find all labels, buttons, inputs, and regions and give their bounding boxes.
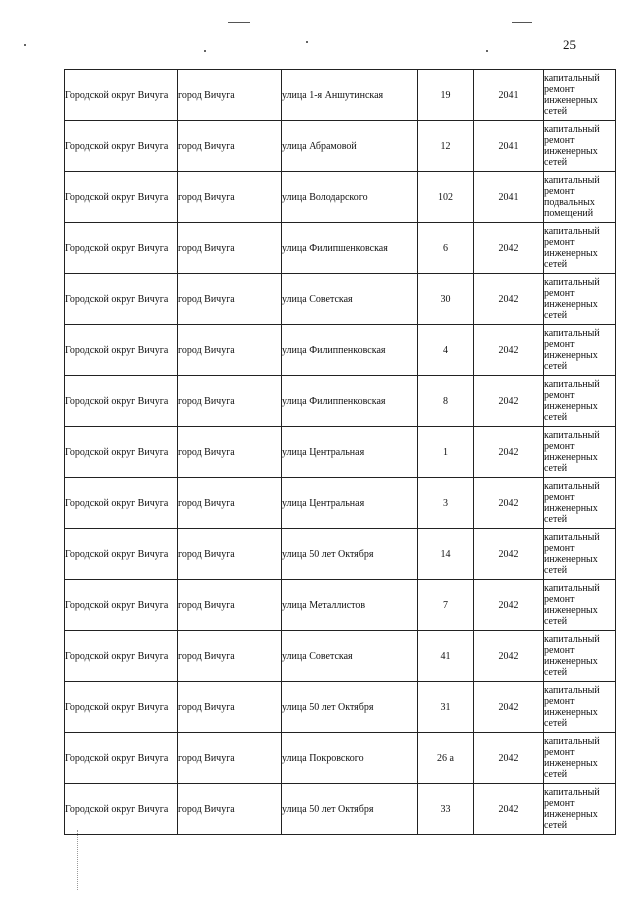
house-number-cell: 7	[418, 580, 474, 631]
work-type-cell: капитальный ремонт инженерных сетей	[544, 682, 616, 733]
city-cell: город Вичуга	[178, 478, 282, 529]
year-cell: 2042	[474, 478, 544, 529]
street-cell: улица Металлистов	[282, 580, 418, 631]
city-cell: город Вичуга	[178, 784, 282, 835]
table-row	[65, 325, 616, 376]
work-type-cell: капитальный ремонт инженерных сетей	[544, 631, 616, 682]
city-cell: город Вичуга	[178, 682, 282, 733]
okrug-cell: Городской округ Вичуга	[65, 427, 178, 478]
year-cell: 2042	[474, 274, 544, 325]
table-row	[65, 631, 616, 682]
okrug-cell: Городской округ Вичуга	[65, 121, 178, 172]
table-row	[65, 121, 616, 172]
work-type-cell: капитальный ремонт инженерных сетей	[544, 70, 616, 121]
city-cell: город Вичуга	[178, 427, 282, 478]
scan-artifact-line	[228, 22, 250, 23]
street-cell: улица Советская	[282, 274, 418, 325]
work-type-cell: капитальный ремонт инженерных сетей	[544, 784, 616, 835]
table-row	[65, 70, 616, 121]
scan-artifact-dot	[486, 50, 488, 52]
year-cell: 2042	[474, 325, 544, 376]
scan-artifact-margin	[77, 830, 79, 890]
work-type-cell: капитальный ремонт инженерных сетей	[544, 376, 616, 427]
work-type-cell: капитальный ремонт инженерных сетей	[544, 274, 616, 325]
okrug-cell: Городской округ Вичуга	[65, 325, 178, 376]
okrug-cell: Городской округ Вичуга	[65, 274, 178, 325]
street-cell: улица Покровского	[282, 733, 418, 784]
house-number-cell: 8	[418, 376, 474, 427]
street-cell: улица Филиппенковская	[282, 376, 418, 427]
register-table	[64, 69, 616, 835]
city-cell: город Вичуга	[178, 631, 282, 682]
scan-artifact-dot	[306, 41, 308, 43]
year-cell: 2041	[474, 70, 544, 121]
street-cell: улица 1-я Аншутинская	[282, 70, 418, 121]
okrug-cell: Городской округ Вичуга	[65, 376, 178, 427]
table-row	[65, 784, 616, 835]
house-number-cell: 26 а	[418, 733, 474, 784]
scan-artifact-line	[512, 22, 532, 23]
okrug-cell: Городской округ Вичуга	[65, 631, 178, 682]
table-row	[65, 274, 616, 325]
year-cell: 2042	[474, 580, 544, 631]
page-number: 25	[563, 37, 576, 52]
year-cell: 2042	[474, 733, 544, 784]
house-number-cell: 102	[418, 172, 474, 223]
table-row	[65, 682, 616, 733]
city-cell: город Вичуга	[178, 70, 282, 121]
house-number-cell: 14	[418, 529, 474, 580]
year-cell: 2041	[474, 121, 544, 172]
work-type-cell: капитальный ремонт инженерных сетей	[544, 121, 616, 172]
work-type-cell: капитальный ремонт инженерных сетей	[544, 325, 616, 376]
year-cell: 2042	[474, 223, 544, 274]
house-number-cell: 30	[418, 274, 474, 325]
street-cell: улица Володарского	[282, 172, 418, 223]
house-number-cell: 33	[418, 784, 474, 835]
okrug-cell: Городской округ Вичуга	[65, 784, 178, 835]
okrug-cell: Городской округ Вичуга	[65, 223, 178, 274]
okrug-cell: Городской округ Вичуга	[65, 682, 178, 733]
house-number-cell: 31	[418, 682, 474, 733]
scan-artifact-dot	[204, 50, 206, 52]
work-type-cell: капитальный ремонт инженерных сетей	[544, 478, 616, 529]
city-cell: город Вичуга	[178, 529, 282, 580]
city-cell: город Вичуга	[178, 172, 282, 223]
city-cell: город Вичуга	[178, 274, 282, 325]
house-number-cell: 3	[418, 478, 474, 529]
work-type-cell: капитальный ремонт инженерных сетей	[544, 529, 616, 580]
city-cell: город Вичуга	[178, 325, 282, 376]
city-cell: город Вичуга	[178, 223, 282, 274]
table-row	[65, 376, 616, 427]
city-cell: город Вичуга	[178, 121, 282, 172]
house-number-cell: 41	[418, 631, 474, 682]
year-cell: 2041	[474, 172, 544, 223]
work-type-cell: капитальный ремонт инженерных сетей	[544, 427, 616, 478]
year-cell: 2042	[474, 682, 544, 733]
year-cell: 2042	[474, 529, 544, 580]
house-number-cell: 19	[418, 70, 474, 121]
table-row	[65, 733, 616, 784]
city-cell: город Вичуга	[178, 580, 282, 631]
street-cell: улица Центральная	[282, 427, 418, 478]
okrug-cell: Городской округ Вичуга	[65, 733, 178, 784]
work-type-cell: капитальный ремонт инженерных сетей	[544, 733, 616, 784]
work-type-cell: капитальный ремонт инженерных сетей	[544, 580, 616, 631]
street-cell: улица 50 лет Октября	[282, 529, 418, 580]
table-row	[65, 427, 616, 478]
okrug-cell: Городской округ Вичуга	[65, 529, 178, 580]
table-row	[65, 478, 616, 529]
street-cell: улица Советская	[282, 631, 418, 682]
city-cell: город Вичуга	[178, 376, 282, 427]
okrug-cell: Городской округ Вичуга	[65, 478, 178, 529]
work-type-cell: капитальный ремонт подвальных помещений	[544, 172, 616, 223]
street-cell: улица Филипшенковская	[282, 223, 418, 274]
house-number-cell: 1	[418, 427, 474, 478]
okrug-cell: Городской округ Вичуга	[65, 172, 178, 223]
street-cell: улица Филиппенковская	[282, 325, 418, 376]
house-number-cell: 12	[418, 121, 474, 172]
year-cell: 2042	[474, 427, 544, 478]
table-row	[65, 580, 616, 631]
city-cell: город Вичуга	[178, 733, 282, 784]
register-table-body	[65, 70, 616, 835]
table-row	[65, 223, 616, 274]
year-cell: 2042	[474, 784, 544, 835]
okrug-cell: Городской округ Вичуга	[65, 580, 178, 631]
work-type-cell: капитальный ремонт инженерных сетей	[544, 223, 616, 274]
year-cell: 2042	[474, 376, 544, 427]
table-row	[65, 172, 616, 223]
street-cell: улица 50 лет Октября	[282, 682, 418, 733]
scan-artifact-dot	[24, 44, 26, 46]
okrug-cell: Городской округ Вичуга	[65, 70, 178, 121]
street-cell: улица Абрамовой	[282, 121, 418, 172]
year-cell: 2042	[474, 631, 544, 682]
house-number-cell: 4	[418, 325, 474, 376]
table-row	[65, 529, 616, 580]
street-cell: улица 50 лет Октября	[282, 784, 418, 835]
house-number-cell: 6	[418, 223, 474, 274]
street-cell: улица Центральная	[282, 478, 418, 529]
